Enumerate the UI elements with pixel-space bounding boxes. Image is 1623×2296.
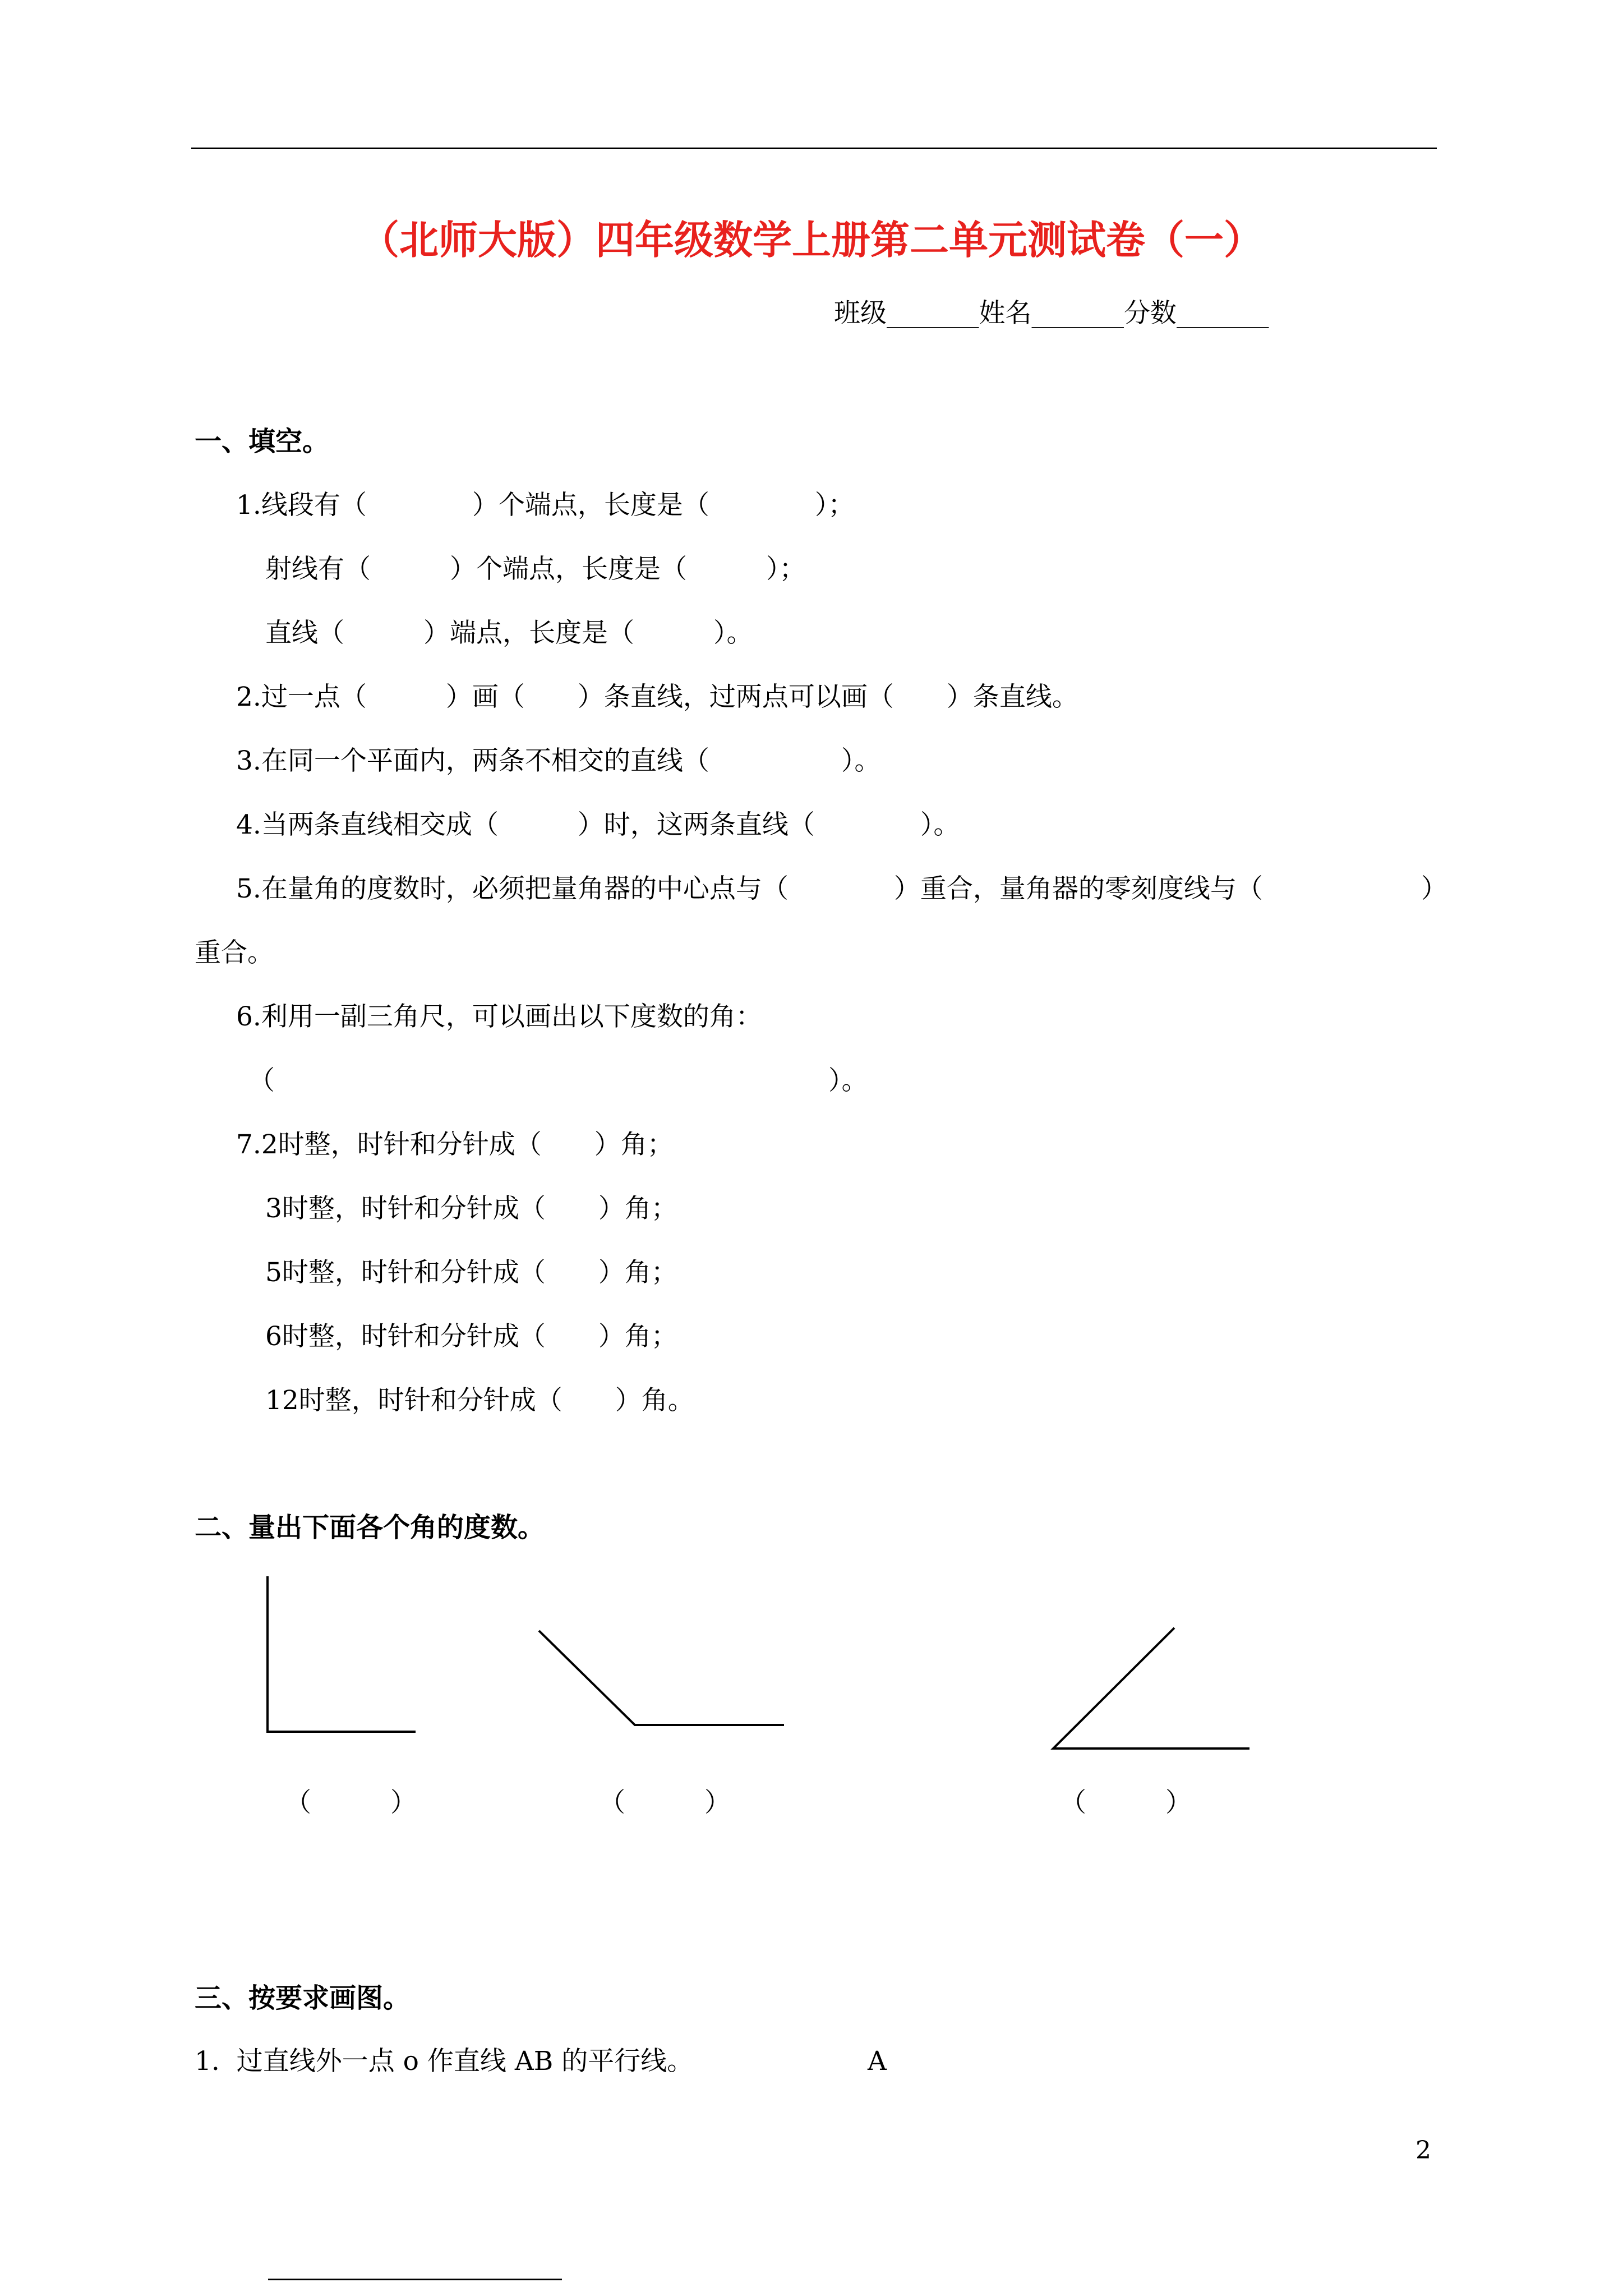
- angle-figure-1: [264, 1576, 421, 1739]
- q7-2oclock: 7.2时整，时针和分针成（ ）角；: [236, 1129, 674, 1160]
- section-3-heading: 三、按要求画图。: [195, 1982, 411, 2014]
- header-rule: [191, 148, 1437, 149]
- angle-1-answer: （ ）: [285, 1787, 417, 1818]
- page-title: （北师大版）四年级数学上册第二单元测试卷（一）: [360, 217, 1263, 263]
- line-ab: [268, 2279, 562, 2280]
- q1-ray: 射线有（ ）个端点，长度是（ ）；: [265, 554, 806, 585]
- angle-figure-2: [536, 1627, 788, 1739]
- q6: 6.利用一副三角尺，可以画出以下度数的角：: [236, 1001, 762, 1032]
- q3: 3.在同一个平面内，两条不相交的直线（ ）。: [236, 746, 881, 776]
- section-2-heading: 二、量出下面各个角的度数。: [195, 1512, 545, 1543]
- q2: 2.过一点（ ）画（ ）条直线，过两点可以画（ ）条直线。: [236, 682, 1078, 712]
- q1-line-segment: 1.线段有（ ）个端点，长度是（ ）；: [236, 490, 855, 521]
- q7-12oclock: 12时整，时针和分针成（ ）角。: [265, 1385, 694, 1416]
- q5: 5.在量角的度数时，必须把量角器的中心点与（ ）重合，量角器的零刻度线与（ ）: [236, 873, 1447, 904]
- section-1-heading: 一、填空。: [195, 426, 330, 457]
- q6-answer: （ ）。: [248, 1065, 868, 1096]
- angle-figure-3: [1049, 1624, 1251, 1759]
- q4: 4.当两条直线相交成（ ）时，这两条直线（ ）。: [236, 809, 960, 840]
- q5-continued: 重合。: [195, 937, 274, 968]
- q1-line: 直线（ ）端点，长度是（ ）。: [265, 618, 753, 648]
- student-info-line: 班级_______姓名_______分数_______: [834, 298, 1269, 329]
- q7-6oclock: 6时整，时针和分针成（ ）角；: [265, 1321, 677, 1352]
- point-a-label: A: [868, 2046, 887, 2077]
- page-number: 2: [1415, 2136, 1431, 2165]
- q7-5oclock: 5时整，时针和分针成（ ）角；: [265, 1257, 677, 1288]
- angle-3-answer: （ ）: [1060, 1787, 1192, 1818]
- s3-item-1: 1. 过直线外一点 o 作直线 AB 的平行线。: [195, 2046, 694, 2077]
- q7-3oclock: 3时整，时针和分针成（ ）角；: [265, 1193, 677, 1224]
- angle-2-answer: （ ）: [599, 1787, 731, 1818]
